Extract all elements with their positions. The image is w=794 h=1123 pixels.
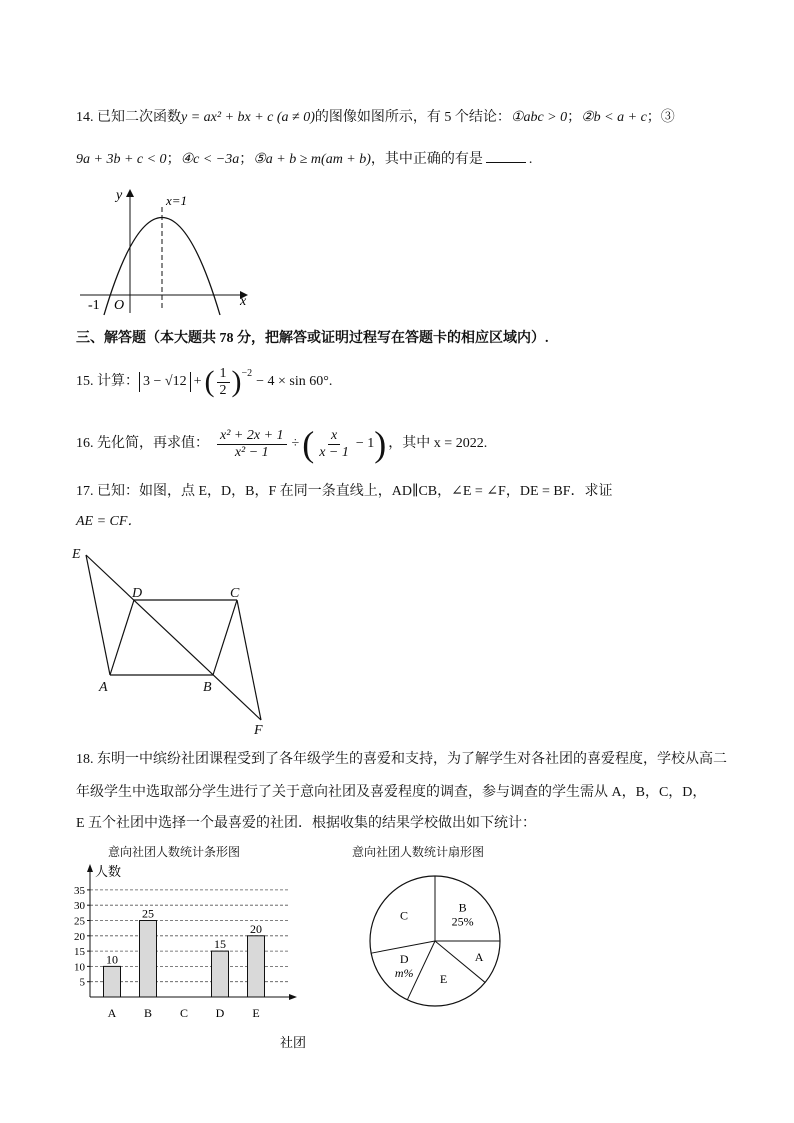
q14-period: .	[528, 152, 533, 167]
segment-AD	[110, 600, 134, 675]
q14-sep-1: ；	[567, 110, 582, 125]
q14-conclusion-1: ①abc > 0	[510, 110, 568, 125]
q15-paren-close: )	[231, 365, 242, 398]
q16-f2-den: x − 1	[319, 444, 349, 460]
q17-conclusion: AE = CF．	[76, 514, 142, 529]
q17-number: 17.	[76, 484, 94, 499]
pie-slice-label-D: D	[399, 951, 409, 966]
q18-line2: 年级学生中选取部分学生进行了关于意向社团及喜爱程度的调查，参与调查的学生需从 A，B，C，D，	[76, 785, 707, 800]
q15-label: 计算：	[97, 374, 139, 389]
q16-number: 16.	[76, 436, 94, 451]
y-tick-label: 25	[74, 915, 85, 928]
q14-sep-3: ；	[166, 152, 181, 167]
q16-paren-open: (	[302, 424, 315, 464]
q18-text-1: 东明一中缤纷社团课程受到了各年级学生的喜爱和支持，为了解学生对各社团的喜爱程度，学校从高二	[97, 752, 727, 767]
q16-div: ÷	[291, 436, 300, 451]
symmetry-axis-label: x=1	[166, 193, 188, 208]
q15-absolute-value: 3 − √12	[139, 372, 191, 392]
q16-f2-num: x	[328, 428, 340, 445]
q18-line1	[76, 750, 727, 770]
point-E-label: E	[72, 547, 81, 562]
origin-label: O	[114, 298, 125, 313]
q14-tail: ，其中正确的有是	[370, 152, 483, 167]
q16-f1-den: x² − 1	[234, 444, 269, 460]
q14-conclusion-5: ⑤a + b ≥ m(am + b)	[253, 152, 371, 167]
q14-sep-2: ；	[646, 110, 661, 125]
q15-frac-den: 2	[219, 382, 227, 398]
category-label-B: B	[143, 1006, 153, 1020]
q14-sep-4: ；	[239, 152, 254, 167]
pie-slice-label-E: E	[439, 972, 448, 987]
bar-D	[212, 951, 229, 997]
q15-exponent: −2	[241, 368, 253, 379]
y-tick-label: 20	[74, 930, 85, 943]
q15-paren-open: (	[204, 365, 215, 398]
bar-chart-title: 意向社团人数统计条形图	[108, 845, 241, 859]
category-label-A: A	[107, 1006, 117, 1020]
category-label-E: E	[252, 1006, 260, 1020]
q14-conclusion-3-label: ③	[660, 110, 675, 125]
point-C-label: C	[230, 586, 240, 601]
pie-slice-value-B: 25%	[451, 914, 474, 929]
bar-value-label-A: 10	[106, 952, 118, 967]
pie-slice-label-A: A	[474, 949, 484, 964]
pie-slice-label-B: B	[458, 900, 467, 915]
q16-label: 先化简，再求值：	[97, 436, 209, 451]
y-tick-label: 15	[74, 946, 85, 959]
q14-conclusion-2: ②b < a + c	[581, 110, 647, 125]
bar-value-label-E: 20	[250, 921, 262, 936]
x-axis-label: x	[240, 294, 247, 309]
q16-f1-num: x² + 2x + 1	[217, 428, 287, 445]
q15-line	[76, 362, 332, 402]
y-tick-label: 30	[74, 900, 85, 913]
bar-y-axis-label: 人数	[95, 864, 122, 879]
segment-EA	[86, 555, 110, 675]
y-tick-label: 5	[79, 976, 85, 989]
q16-minus-one: − 1	[355, 436, 375, 451]
point-A-label: A	[99, 680, 108, 695]
point-F-label: F	[254, 723, 263, 738]
q15-frac-num: 1	[217, 366, 230, 383]
q14-line1	[76, 108, 675, 128]
y-tick-label: 35	[74, 884, 85, 897]
pie-slice-label-C: C	[399, 908, 408, 923]
bar-y-axis-arrow	[87, 864, 93, 872]
bar-E	[248, 936, 265, 997]
q15-number: 15.	[76, 374, 94, 389]
category-label-C: C	[179, 1006, 189, 1020]
point-B-label: B	[203, 680, 212, 695]
q16-tail: ，其中 x = 2022.	[388, 436, 488, 451]
section-title: 三、解答题（本大题共 78 分，把解答或证明过程写在答题卡的相应区域内）.	[76, 331, 549, 346]
segment-CF	[237, 600, 261, 720]
bar-x-axis-arrow	[289, 994, 297, 1000]
q14-text-b: 的图像如图所示，有 5 个结论：	[314, 110, 511, 125]
q16-paren-close: )	[374, 424, 387, 464]
q14-formula: y = ax² + bx + c (a ≠ 0)	[181, 110, 315, 125]
point-D-label: D	[132, 586, 143, 601]
bar-x-axis-label: 社团	[280, 1035, 307, 1050]
q15-fraction	[217, 366, 230, 399]
q15-tail: − 4 × sin 60°.	[256, 374, 333, 389]
q18-line3: E 五个社团中选择一个最喜爱的社团．根据收集的结果学校做出如下统计：	[76, 816, 537, 831]
bar-chart	[60, 860, 320, 1055]
segment-EF	[86, 555, 261, 720]
y-tick-label: 10	[74, 961, 85, 974]
bar-value-label-D: 15	[214, 937, 226, 952]
pie-chart	[360, 870, 510, 1020]
bar-B	[140, 921, 157, 998]
q15-plus: +	[193, 374, 202, 389]
q18-number: 18.	[76, 752, 94, 767]
q14-conclusion-3: 9a + 3b + c < 0	[76, 152, 167, 167]
answer-blank	[486, 150, 526, 163]
category-label-D: D	[215, 1006, 225, 1020]
q14-conclusion-4: ④c < −3a	[180, 152, 240, 167]
q14-line2	[76, 150, 532, 170]
q16-fraction-2	[316, 428, 352, 461]
pie-chart-title: 意向社团人数统计扇形图	[352, 845, 485, 859]
bar-A	[104, 966, 121, 997]
q16-line	[76, 422, 487, 466]
q16-fraction-1	[217, 428, 287, 461]
pie-slice-value-D: m%	[394, 965, 414, 980]
bar-value-label-B: 25	[142, 906, 154, 921]
q17-line1	[76, 482, 613, 502]
geometry-figure	[66, 540, 276, 740]
q17-text: 已知：如图，点 E，D，B，F 在同一条直线上，AD∥CB，∠E = ∠F，DE = BF．求证	[97, 484, 613, 499]
q14-number: 14.	[76, 110, 94, 125]
y-axis-label: y	[116, 188, 123, 203]
q14-text-a: 已知二次函数	[97, 110, 181, 125]
parabola-graph	[80, 183, 255, 318]
segment-BC	[213, 600, 237, 675]
neg-one-label: -1	[88, 298, 100, 313]
y-axis-arrow	[126, 189, 134, 197]
